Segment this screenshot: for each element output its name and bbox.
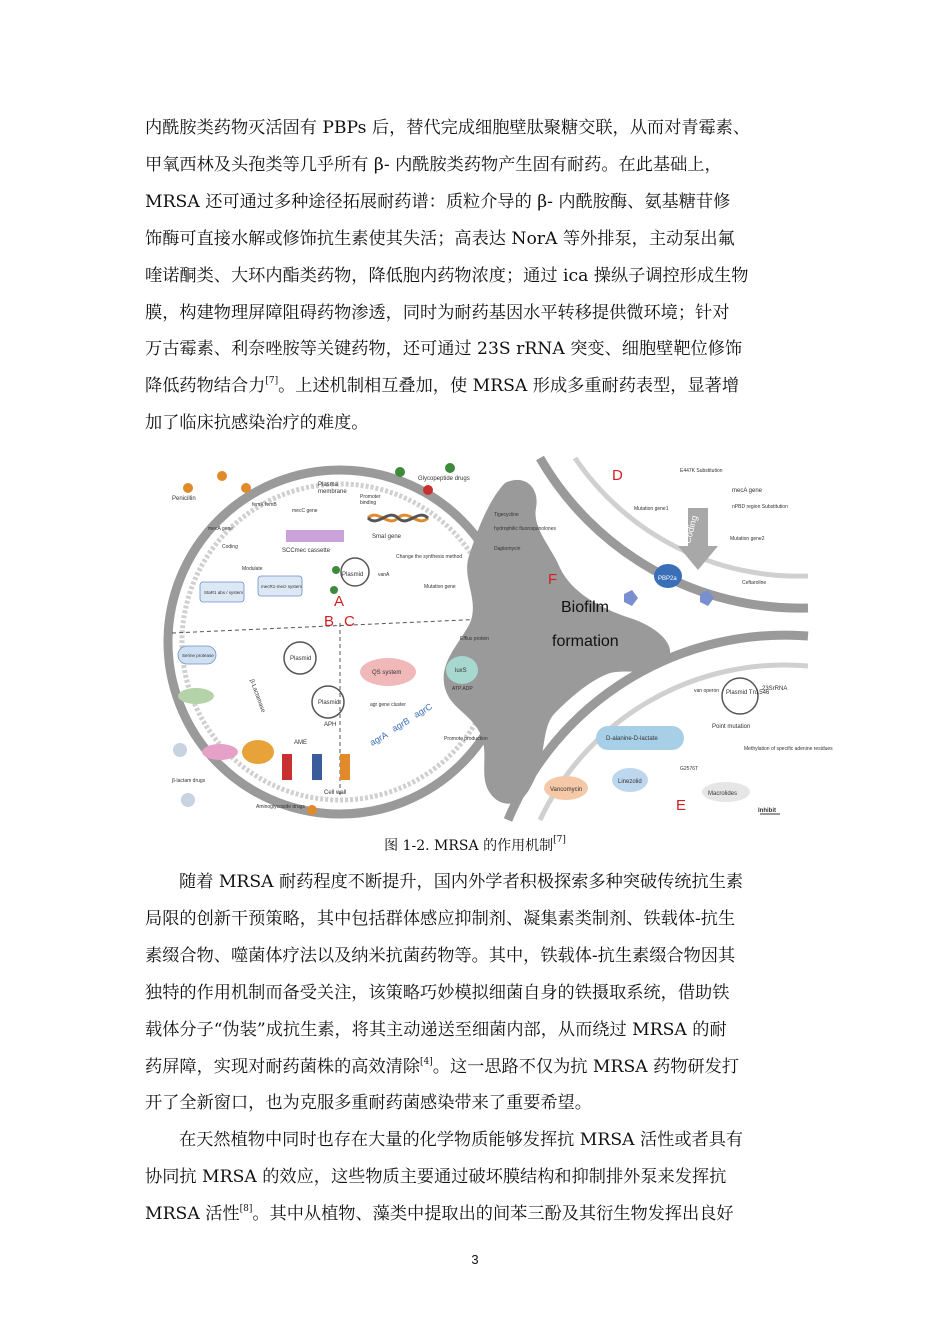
text-line	[145, 1196, 808, 1233]
fig-label: Aminoglycoside drugs	[256, 804, 305, 810]
fig-label: hydrophilic fluoroquinolones	[494, 526, 556, 532]
fig-label: β-Lactamase	[248, 678, 266, 714]
fig-label: Tigecycline	[494, 512, 519, 518]
enzyme-icon	[242, 740, 274, 764]
fig-label: agrA	[368, 729, 390, 748]
fig-label: mecC gene	[292, 508, 318, 514]
text-line: 开了全新窗口，也为克服多重耐药菌感染带来了重要希望。	[145, 1093, 592, 1114]
label-b: B	[324, 613, 335, 630]
page-number: 3	[471, 1252, 479, 1267]
label-d: D	[612, 467, 623, 484]
fig-label: agrB	[390, 715, 412, 734]
enzyme-icon	[178, 688, 214, 704]
text-line: 饰酶可直接水解或修饰抗生素使其失活；高表达 NorA 等外排泵，主动泵出氟	[145, 228, 735, 249]
caption-text: 图 1-2. MRSA 的作用机制	[384, 838, 554, 854]
fig-label: Mutation gene	[424, 584, 456, 590]
text-line: 喹诺酮类、大环内酯类药物，降低胞内药物浓度；通过 ica 操纵子调控形成生物	[145, 265, 749, 286]
fig-label: binding	[360, 500, 377, 506]
drug-dot	[217, 471, 227, 481]
biofilm-label: formation	[552, 633, 619, 650]
fig-label: Plasmid	[318, 700, 340, 706]
fig-label: mecA gene	[208, 526, 234, 532]
fig-label: Ceftaroline	[742, 580, 767, 586]
fig-label: β-lactam drugs	[172, 778, 206, 784]
fig-label: Coding	[682, 514, 700, 545]
citation-ref[interactable]: [7]	[553, 835, 566, 845]
fig-label: agrC	[412, 701, 434, 720]
fig-label: Plasmid	[290, 656, 312, 662]
citation-ref[interactable]: [7]	[265, 376, 279, 387]
text-line: 加了临床抗感染治疗的难度。	[145, 413, 369, 434]
citation-ref[interactable]: [4]	[420, 1056, 433, 1067]
fig-label: AME	[294, 740, 308, 746]
paragraph-2	[145, 864, 808, 1122]
fig-label: nPBD region Substitution	[732, 504, 788, 510]
fig-label: Macrolides	[708, 791, 738, 797]
drug-dot	[173, 743, 187, 757]
fig-label: Inhibit	[758, 808, 776, 814]
text-line: 膜，构建物理屏障阻碍药物渗透，同时为耐药基因水平转移提供微环境；针对	[145, 302, 730, 323]
paragraph-3	[145, 1122, 808, 1233]
fig-label: agr gene cluster	[370, 702, 406, 708]
label-e: E	[676, 797, 687, 814]
fig-label: luxS	[455, 668, 467, 674]
fig-label: Penicillin	[172, 496, 196, 502]
text-line	[145, 1049, 808, 1086]
drug-dot	[183, 483, 193, 493]
figure-caption	[0, 835, 950, 855]
fig-label: Vancomycin	[550, 787, 583, 793]
text-line: 素缀合物、噬菌体疗法以及纳米抗菌药物等。其中，铁载体-抗生素缀合物因其	[145, 945, 736, 966]
enzyme-bar	[282, 754, 292, 780]
fig-label: QS system	[372, 670, 402, 676]
drug-dot	[330, 586, 338, 594]
fig-label: Point mutation	[712, 724, 751, 730]
fig-label: SmaI gene	[372, 534, 402, 540]
label-c: C	[344, 613, 355, 630]
enzyme-bar	[340, 754, 350, 780]
text-fragment: 降低药物结合力	[145, 376, 266, 397]
drug-dot	[241, 483, 251, 493]
fig-label: Glycopeptide drugs	[418, 476, 470, 482]
text-line: 内酰胺类药物灭活固有 PBPs 后，替代完成细胞壁肽聚糖交联，从而对青霉素、	[145, 118, 751, 138]
drug-dot	[423, 485, 433, 495]
label-f: F	[548, 571, 558, 588]
enzyme-icon	[202, 744, 238, 760]
enzyme-bar	[312, 754, 322, 780]
text-line: 协同抗 MRSA 的效应，这些物质主要通过破坏膜结构和抑制排外泵来发挥抗	[145, 1166, 727, 1187]
fig-label: femX femB	[252, 502, 277, 508]
fig-label: Plasmid	[342, 572, 364, 578]
fig-label: 23SrRNA	[762, 686, 788, 692]
biofilm-label: Biofilm	[561, 599, 610, 616]
text-fragment: 。这一思路不仅为抗 MRSA 药物研发打	[432, 1056, 740, 1077]
fig-label: Promote production	[444, 736, 488, 742]
fig-label: Cell wall	[324, 790, 347, 796]
fig-label: vanA	[378, 572, 390, 578]
text-line: MRSA 还可通过多种途径拓展耐药谱：质粒介导的 β- 内酰胺酶、氨基糖苷修	[145, 191, 731, 212]
fig-label: Plasmid Tn1546	[726, 690, 770, 696]
fig-label: PBP2a	[658, 576, 677, 582]
fig-label: Modulate	[242, 566, 263, 572]
fig-label: Linezolid	[618, 779, 642, 785]
fig-label: Mutation gene1	[634, 506, 669, 512]
text-line: 在天然植物中同时也存在大量的化学物质能够发挥抗 MRSA 活性或者具有	[179, 1130, 744, 1150]
fig-label: Methylation of specific adenine residues	[744, 746, 833, 752]
fig-label: SCCmec cassette	[282, 548, 331, 554]
fig-label: Serine protease	[182, 653, 214, 658]
paragraph-1	[145, 110, 808, 442]
fig-label: E447K Substitution	[680, 468, 723, 474]
drug-dot	[181, 793, 195, 807]
sccmec-cassette	[286, 530, 344, 542]
fig-label: D-alanine-D-lactate	[606, 736, 658, 742]
text-fragment: 药屏障，实现对耐药菌株的高效清除	[145, 1056, 421, 1077]
text-line: 随着 MRSA 耐药程度不断提升，国内外学者积极探索多种突破传统抗生素	[179, 872, 744, 892]
mrsa-mechanism-figure	[160, 458, 833, 820]
fig-label: StaR1 abs / system	[204, 590, 244, 595]
fig-label: mecA gene	[732, 488, 763, 494]
fig-label: membrane	[318, 489, 347, 495]
text-line: 万古霉素、利奈唑胺等关键药物，还可通过 23S rRNA 突变、细胞壁靶位修饰	[145, 339, 743, 360]
label-a: A	[334, 593, 345, 610]
drug-dot	[445, 463, 455, 473]
fig-label: Plasma	[318, 482, 339, 488]
fig-label: Coding	[222, 544, 238, 550]
fig-label: van operon	[694, 688, 720, 694]
figure-svg	[160, 458, 833, 820]
fig-label: Daptomycin	[494, 546, 521, 552]
text-line: 独特的作用机制而备受关注，该策略巧妙模拟细菌自身的铁摄取系统，借助铁	[145, 982, 730, 1003]
text-line: 载体分子“伪装”成抗生素，将其主动递送至细菌内部，从而绕过 MRSA 的耐	[145, 1019, 727, 1040]
fig-label: Promoter	[360, 494, 381, 500]
text-fragment: MRSA 活性	[145, 1203, 240, 1224]
text-fragment: 。上述机制相互叠加，使 MRSA 形成多重耐药表型，显著增	[278, 376, 740, 397]
fig-label: APH	[324, 722, 337, 728]
text-fragment: 。其中从植物、藻类中提取出的间苯三酚及其衍生物发挥出良好	[252, 1203, 734, 1224]
fig-label: Mutation gene2	[730, 536, 765, 542]
text-line	[145, 368, 808, 405]
drug-dot	[332, 566, 340, 574]
drug-dot	[307, 805, 317, 815]
fig-label: G2576T	[680, 766, 699, 772]
fig-label: ATP ADP	[452, 686, 473, 692]
text-line: 局限的创新干预策略，其中包括群体感应抑制剂、凝集素类制剂、铁载体-抗生	[145, 908, 736, 929]
fig-label: Efflux protein	[460, 636, 490, 642]
fig-label: Change the synthesis method	[396, 554, 463, 560]
drug-dot	[395, 467, 405, 477]
citation-ref[interactable]: [8]	[239, 1203, 253, 1214]
text-line: 甲氧西林及头孢类等几乎所有 β- 内酰胺类药物产生固有耐药。在此基础上，	[145, 154, 722, 175]
fig-label: mecR1-mecI system	[261, 584, 303, 589]
